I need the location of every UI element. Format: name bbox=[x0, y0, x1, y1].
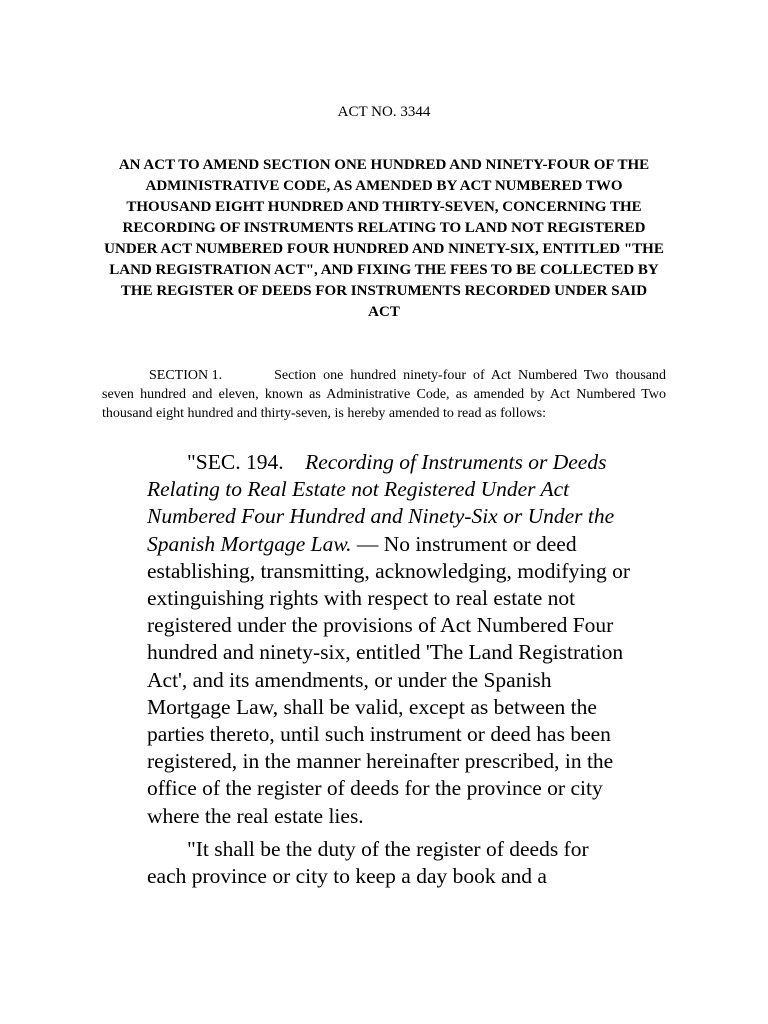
section-194-paragraph-2 bbox=[147, 836, 632, 890]
section-194-label: "SEC. 194. bbox=[187, 450, 284, 474]
section-one-text: Section one hundred ninety-four of Act Numbered Two thousand seven hundred and eleven, known as Administrative Code, as amended by Act Numbered Two thousand eight hundred and thirty-seven, is hereby amended to read as follows: bbox=[102, 368, 666, 421]
act-title: AN ACT TO AMEND SECTION ONE HUNDRED AND NINETY-FOUR OF THE ADMINISTRATIVE CODE, AS AMENDED BY ACT NUMBERED TWO THOUSAND EIGHT HUNDRED AND THIRTY-SEVEN, CONCERNING THE RECORDING OF INSTRUMENTS RELATING TO LAND NOT REGISTERED UNDER ACT NUMBERED FOUR HUNDRED AND NINETY-SIX, ENTITLED "THE LAND REGISTRATION ACT", AND FIXING THE FEES TO BE COLLECTED BY THE REGISTER OF DEEDS FOR INSTRUMENTS RECORDED UNDER SAID ACT bbox=[104, 157, 664, 320]
section-one-label: SECTION 1. bbox=[149, 368, 223, 383]
section-194-quote bbox=[147, 449, 632, 890]
act-number: ACT NO. 3344 bbox=[337, 104, 431, 120]
section-194-body: — No instrument or deed establishing, transmitting, acknowledging, modifying or extinguishing rights with respect to real estate not registered under the provisions of Act Numbered Four hundred and ninety-six, entitled 'The Land Registration Act', and its amendments, or under the Spanish Mortgage Law, shall be valid, except as between the parties thereto, until such instrument or deed has been registered, in the manner hereinafter prescribed, in the office of the register of deeds for the province or city where the real estate lies. bbox=[147, 531, 631, 828]
section-one-paragraph bbox=[102, 366, 666, 423]
section-194-paragraph-1 bbox=[147, 449, 632, 830]
section-194-paragraph-2-text: "It shall be the duty of the register of deeds for each province or city to keep a day book and a bbox=[147, 836, 589, 889]
section-194-heading: Recording of Instruments or Deeds Relating to Real Estate not Registered Under Act Numbered Four Hundred and Ninety-Six or Under the Spanish Mortgage Law. bbox=[147, 450, 615, 556]
